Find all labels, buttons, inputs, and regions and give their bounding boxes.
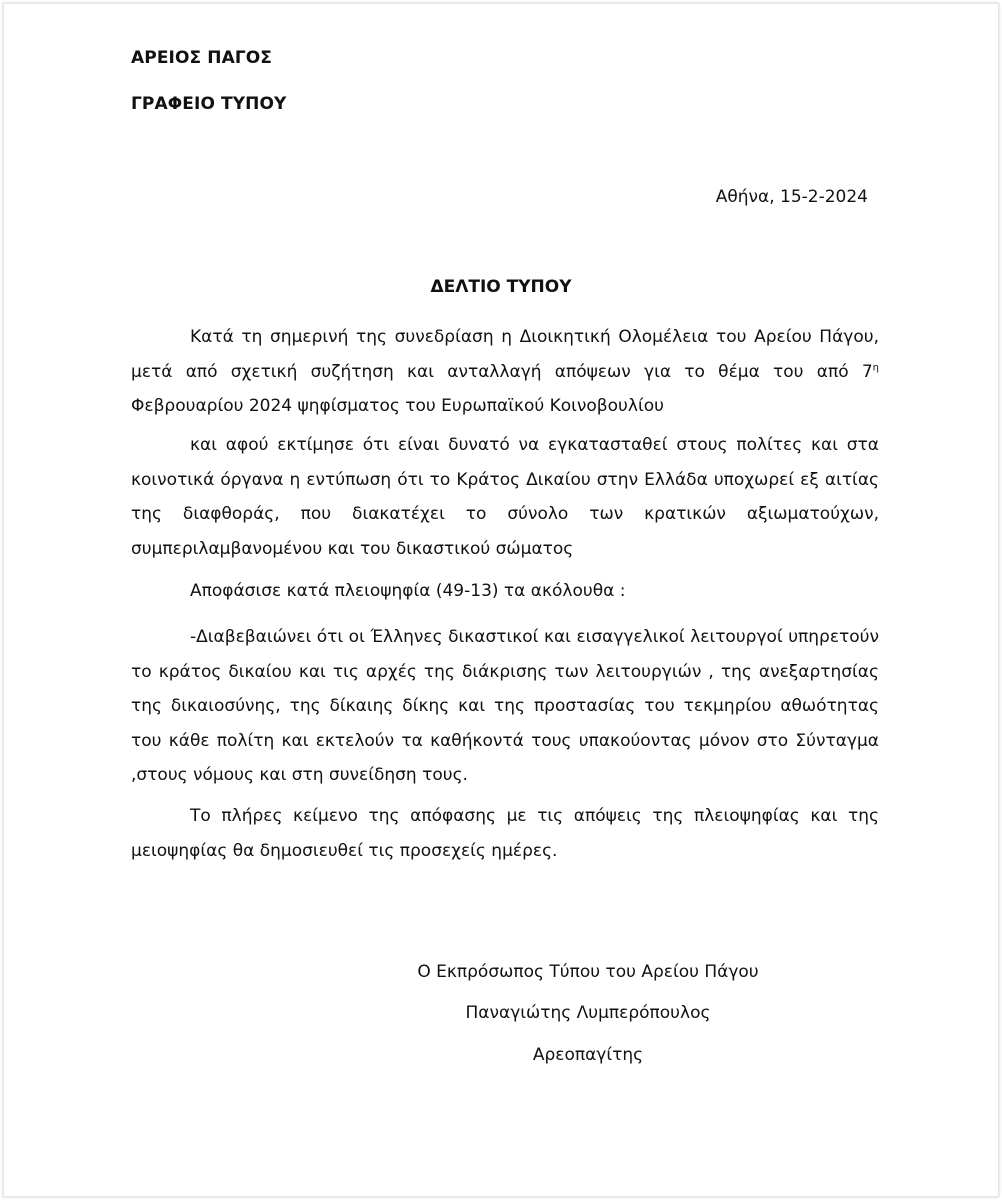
- signature-name: Παναγιώτης Λυμπερόπουλος: [465, 1003, 711, 1023]
- signature-role: Ο Εκπρόσωπος Τύπου του Αρείου Πάγου: [417, 962, 759, 982]
- paragraph-assurance: -Διαβεβαιώνει ότι οι Έλληνες δικαστικοί και εισαγγελικοί λειτουργοί υπηρετούν το κράτος δικαίου και τις αρχές της διάκρισης των λειτουργιών , της ανεξαρτησίας της δικαιοσύνης, της δίκαιης δίκης και της προστασίας του τεκμηρίου αθωότητας του κάθε πολίτη και εκτελούν τα καθήκοντά τους υπακούοντας μόνον στο Σύνταγμα ,στους νόμους και στη συνείδηση τους.: [131, 627, 879, 785]
- document-page: [3, 3, 999, 1197]
- signature-title: Αρεοπαγίτης: [532, 1045, 644, 1065]
- document-title: ΔΕΛΤΙΟ ΤΥΠΟΥ: [430, 277, 572, 297]
- department-name: ΓΡΑΦΕΙΟ ΤΥΠΟΥ: [131, 94, 287, 114]
- ordinal-superscript: η: [872, 361, 879, 373]
- paragraph-decision: Αποφάσισε κατά πλειοψηφία (49-13) τα ακόλουθα :: [190, 581, 626, 601]
- paragraph-publication: Το πλήρες κείμενο της απόφασης με τις απόψεις της πλειοψηφίας και της μειοψηφίας θα δημοσιευθεί τις προσεχείς ημέρες.: [131, 806, 879, 861]
- paragraph-assessment: και αφού εκτίμησε ότι είναι δυνατό να εγκατασταθεί στους πολίτες και στα κοινοτικά όργανα η εντύπωση ότι το Κράτος Δικαίου στην Ελλάδα υποχωρεί εξ αιτίας της διαφθοράς, που διακατέχει το σύνολο των κρατικών αξιωματούχων, συμπεριλαμβανομένου και του δικαστικού σώματος: [131, 435, 879, 559]
- document-date: Αθήνα, 15-2-2024: [715, 187, 868, 207]
- paragraph-intro-text: Κατά τη σημερινή της συνεδρίαση η Διοικητική Ολομέλεια του Αρείου Πάγου, μετά από σχετική συζήτηση και ανταλλαγή απόψεων για το θέμα του από 7: [131, 327, 879, 382]
- paragraph-intro: [131, 320, 879, 424]
- paragraph-intro-text-cont: Φεβρουαρίου 2024 ψηφίσματος του Ευρωπαϊκού Κοινοβουλίου: [131, 396, 664, 416]
- organization-name: ΑΡΕΙΟΣ ΠΑΓΟΣ: [131, 48, 273, 68]
